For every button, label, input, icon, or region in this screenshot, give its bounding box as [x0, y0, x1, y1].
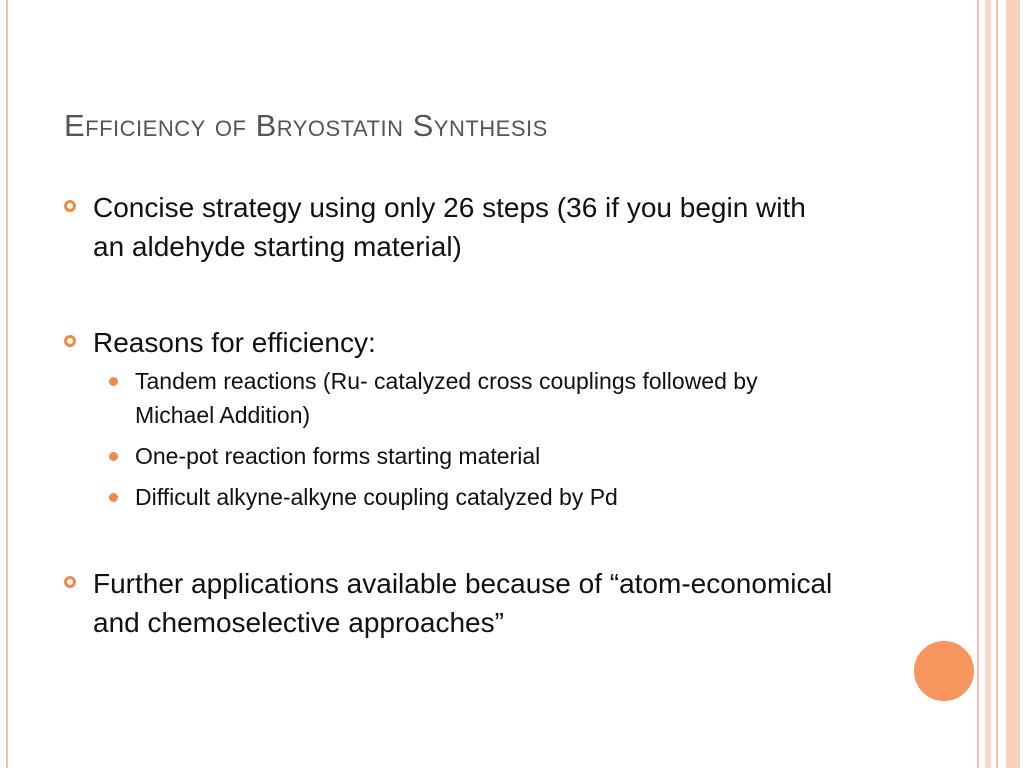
slide-title: Efficiency of Bryostatin Synthesis	[64, 108, 548, 143]
sub-bullet-item	[60, 439, 840, 473]
accent-circle	[912, 639, 976, 703]
bullet-text: Reasons for efficiency:	[93, 327, 376, 358]
bullet-text: Further applications available because of “atom-economical and chemoselective approaches”	[93, 568, 833, 638]
frame-band-right	[985, 0, 991, 768]
bullet-text: Concise strategy using only 26 steps (36 if you begin with an aldehyde starting material)	[93, 192, 806, 262]
sub-bullet-item	[60, 480, 840, 514]
dot-bullet-icon	[109, 452, 118, 461]
sub-bullet-text: One-pot reaction forms starting material	[135, 443, 541, 469]
bullet-item	[60, 564, 840, 642]
bullet-item	[60, 188, 840, 266]
frame-band-right-outer	[1006, 0, 1020, 768]
frame-line-left	[6, 0, 8, 768]
ring-bullet-icon	[64, 200, 76, 212]
sub-bullet-item	[60, 364, 840, 432]
slide-content	[60, 188, 840, 642]
frame-line-right	[977, 0, 979, 768]
sub-bullet-text: Tandem reactions (Ru- catalyzed cross couplings followed by Michael Addition)	[135, 368, 758, 428]
frame-line-right-outer	[996, 0, 998, 768]
bullet-item	[60, 323, 840, 362]
ring-bullet-icon	[64, 335, 76, 347]
dot-bullet-icon	[109, 377, 118, 386]
ring-bullet-icon	[64, 576, 76, 588]
sub-bullet-text: Difficult alkyne-alkyne coupling catalyzed by Pd	[135, 484, 618, 510]
dot-bullet-icon	[109, 493, 118, 502]
